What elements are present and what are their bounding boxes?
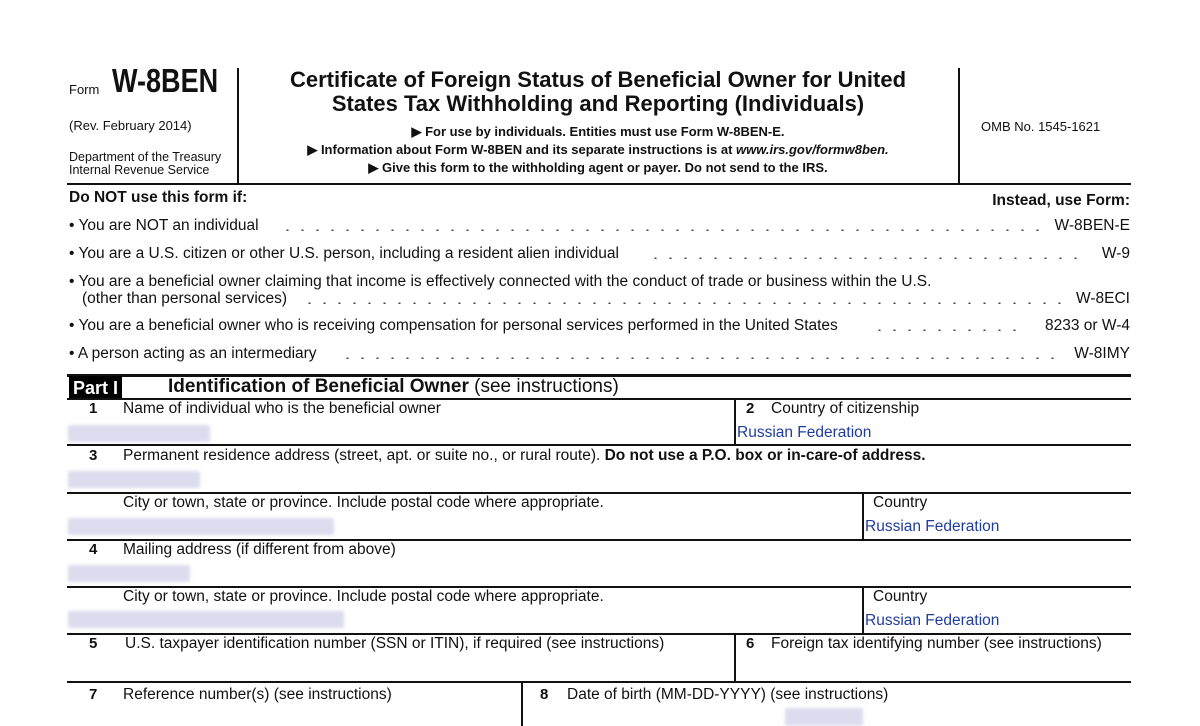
birth-date-redacted[interactable] <box>785 708 863 726</box>
line1-label: Name of individual who is the beneficial owner <box>123 400 441 417</box>
line5-label: U.S. taxpayer identification number (SSN or ITIN), if required (see instructions) <box>125 635 665 652</box>
residence-address-redacted[interactable] <box>68 471 200 488</box>
line4-label: Mailing address (if different from above) <box>123 541 396 558</box>
leader-dots <box>302 302 1064 304</box>
part1-title-bold: Identification of Beneficial Owner <box>168 376 469 397</box>
city2-field-redacted[interactable] <box>68 611 344 628</box>
alt-form-4: 8233 or W-4 <box>1044 317 1130 334</box>
arrow-icon: ▶ <box>411 124 426 139</box>
mailing-country-field[interactable]: Russian Federation <box>865 612 1000 629</box>
country-label: Country <box>873 494 928 511</box>
arrow-icon: ▶ <box>368 160 382 175</box>
line5-number: 5 <box>89 635 98 652</box>
department-line2: Internal Revenue Service <box>69 163 210 177</box>
part1-title <box>168 376 619 398</box>
instruction-1-text: For use by individuals. Entities must use Form W-8BEN-E. <box>425 124 785 139</box>
alt-form-2: W-9 <box>1101 245 1130 262</box>
header-divider-left <box>237 68 239 183</box>
city2-label: City or town, state or province. Include postal code where appropriate. <box>123 588 604 605</box>
instead-heading: Instead, use Form: <box>992 192 1130 209</box>
leader-dots <box>340 357 1065 359</box>
line2-bottom-rule <box>67 444 1131 446</box>
line3-label: Permanent residence address (street, apt. or suite no., or rural route). Do not use a P.O. box or in-care-of address. <box>123 447 926 464</box>
residence-country-field[interactable]: Russian Federation <box>865 518 1000 535</box>
arrow-icon: ▶ <box>307 142 321 157</box>
do-not-use-item-3-cont: (other than personal services) <box>82 290 288 307</box>
instruction-2 <box>248 142 948 158</box>
instruction-2-text: Information about Form W-8BEN and its separate instructions is at <box>320 142 737 157</box>
part1-label: Part I <box>69 376 122 400</box>
line7-label: Reference number(s) (see instructions) <box>123 686 392 703</box>
mailing-address-redacted[interactable] <box>68 565 190 582</box>
form-title-line2: States Tax Withholding and Reporting (Individuals) <box>331 91 865 116</box>
line5-bottom-rule <box>67 681 1131 683</box>
line2-number: 2 <box>746 400 755 417</box>
form-title <box>248 68 948 116</box>
instruction-3 <box>248 160 948 176</box>
irs-url-link[interactable]: www.irs.gov/formw8ben. <box>736 142 889 157</box>
instruction-3-text: Give this form to the withholding agent or payer. Do not send to the IRS. <box>381 160 828 175</box>
line1-2-divider <box>734 398 736 445</box>
city-label: City or town, state or province. Include postal code where appropriate. <box>123 494 604 511</box>
omb-number: OMB No. 1545-1621 <box>981 119 1101 134</box>
line1-number: 1 <box>89 400 98 417</box>
line6-label: Foreign tax identifying number (see instructions) <box>771 635 1102 652</box>
leader-dots <box>648 257 1088 259</box>
do-not-use-item-3: • You are a beneficial owner claiming that income is effectively connected with the conduct of trade or business within the U.S. <box>69 273 932 290</box>
citizenship-country-field[interactable]: Russian Federation <box>737 424 872 441</box>
header-divider-right <box>958 68 960 183</box>
country2-label: Country <box>873 588 928 605</box>
line2-label: Country of citizenship <box>771 400 920 417</box>
do-not-use-item-4: • You are a beneficial owner who is receiving compensation for personal services performed in the United States <box>69 317 838 334</box>
line3-number: 3 <box>89 447 98 464</box>
city2-country-divider <box>862 586 864 634</box>
leader-dots <box>872 329 1022 331</box>
line8-label: Date of birth (MM-DD-YYYY) (see instructions) <box>567 686 889 703</box>
city-field-redacted[interactable] <box>68 518 334 535</box>
form-title-line1: Certificate of Foreign Status of Beneficial Owner for United <box>289 67 907 92</box>
instruction-1 <box>248 124 948 140</box>
header-bottom-rule <box>67 183 1131 185</box>
part1-title-rest: (see instructions) <box>468 376 619 397</box>
do-not-use-item-2: • You are a U.S. citizen or other U.S. person, including a resident alien individual <box>69 245 619 262</box>
revision-date: (Rev. February 2014) <box>69 118 192 133</box>
city-country-divider <box>862 492 864 540</box>
form-number: W-8BEN <box>112 62 219 99</box>
do-not-use-item-5: • A person acting as an intermediary <box>69 345 317 362</box>
do-not-use-heading: Do NOT use this form if: <box>69 189 248 206</box>
name-field-redacted[interactable] <box>68 425 210 442</box>
do-not-use-item-1: • You are NOT an individual <box>69 217 259 234</box>
alt-form-1: W-8BEN-E <box>1054 217 1130 234</box>
line6-number: 6 <box>746 635 755 652</box>
line8-number: 8 <box>540 686 549 703</box>
leader-dots <box>280 229 1040 231</box>
line5-6-divider <box>734 633 736 681</box>
line7-number: 7 <box>89 686 98 703</box>
form-word: Form <box>69 82 100 97</box>
alt-form-3: W-8ECI <box>1076 290 1130 307</box>
line7-8-divider <box>521 681 523 726</box>
line4-number: 4 <box>89 541 98 558</box>
alt-form-5: W-8IMY <box>1074 345 1130 362</box>
department-line1: Department of the Treasury <box>69 150 222 164</box>
